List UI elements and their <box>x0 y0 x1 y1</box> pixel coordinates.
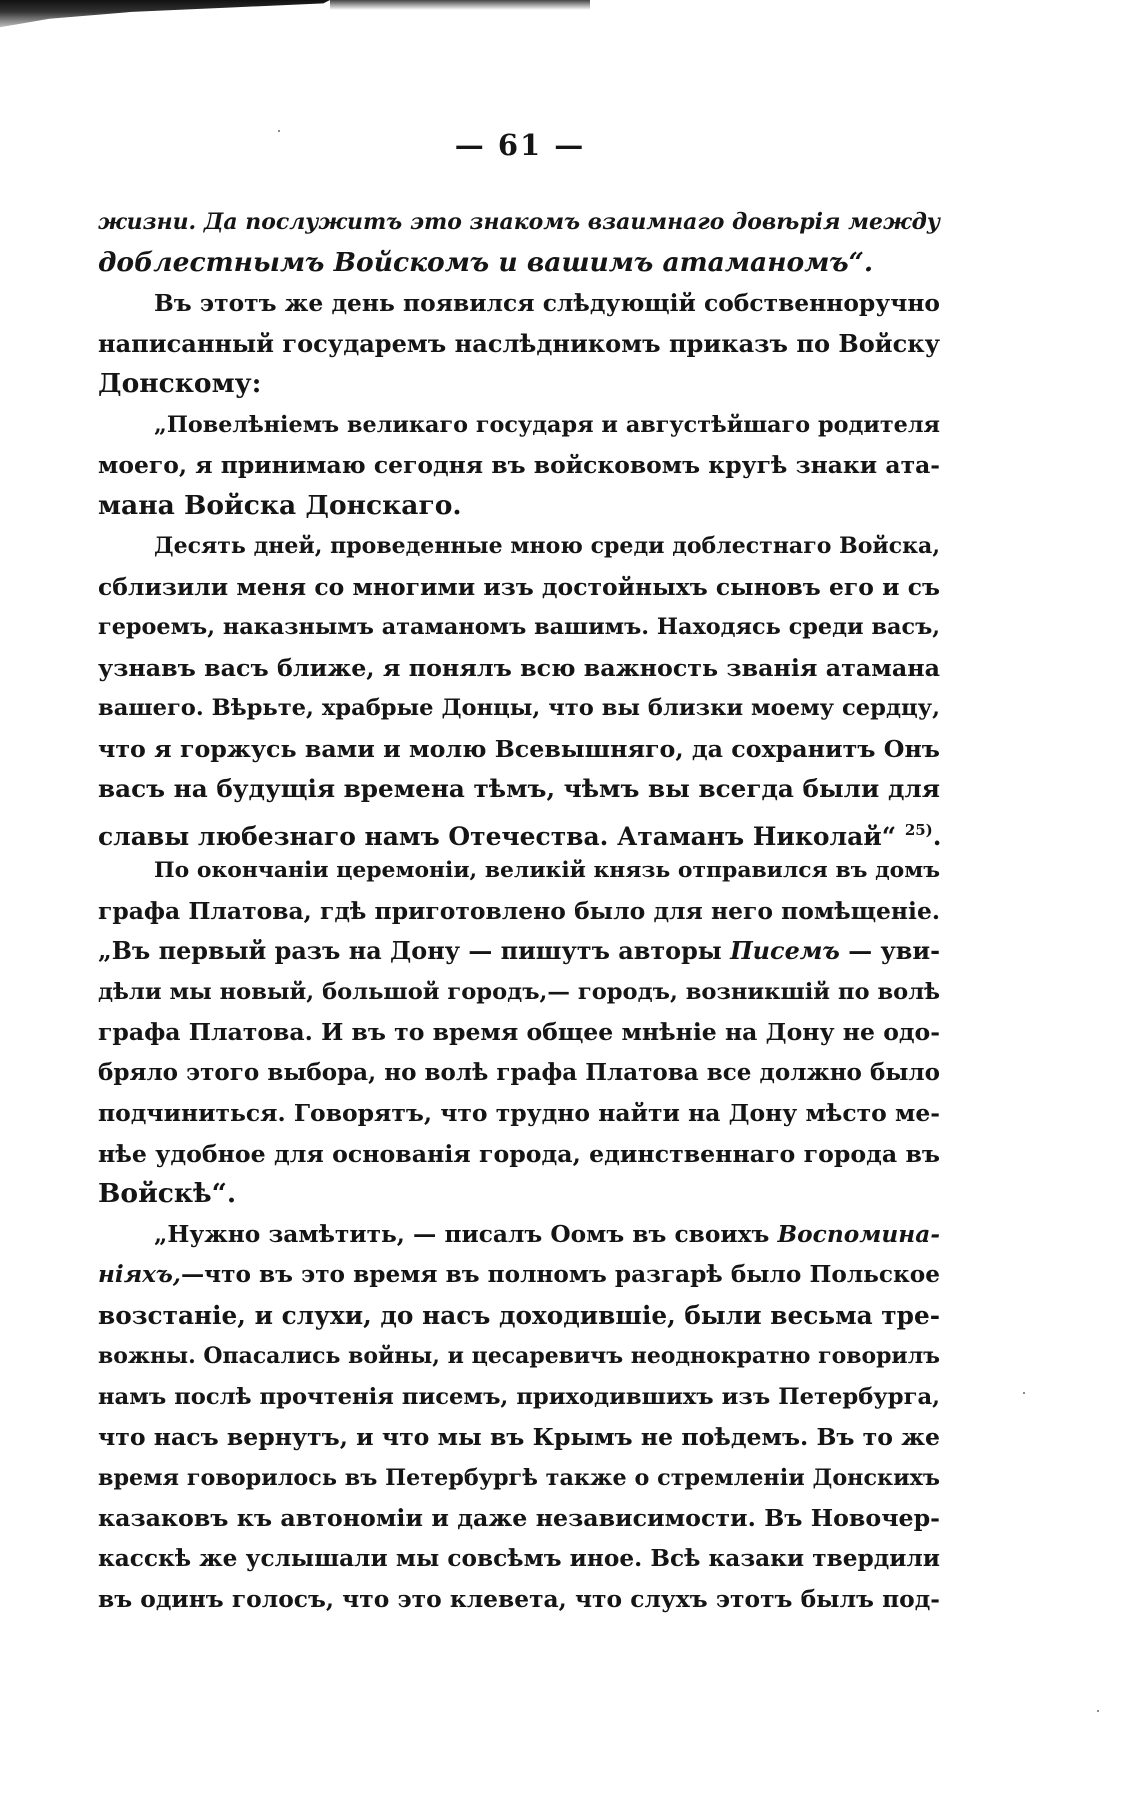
text-line-content: касскѣ же услышали мы совсѣмъ иное. Всѣ казаки твердили <box>98 1544 940 1572</box>
text-line <box>98 1093 940 1134</box>
text-line-content: Въ этотъ же день появился слѣдующій собственноручно <box>154 289 940 317</box>
text-line <box>98 1336 940 1377</box>
scan-dark-edge <box>0 0 330 34</box>
text-line-content: Десять дней, проведенные мною среди доблестнаго Войска, <box>154 533 940 559</box>
text-line <box>98 729 940 770</box>
text-line <box>98 648 940 689</box>
text-line-content: сблизили меня со многими изъ достойныхъ сыновъ его и съ <box>98 572 940 601</box>
text-line-content: графа Платова, гдѣ приготовлено было для него помѣщеніе. <box>98 896 940 925</box>
text-line-content: казаковъ къ автономіи и даже независимости. Въ Новочер- <box>98 1504 940 1532</box>
text-line <box>98 1539 940 1580</box>
text-line-content: Донскому: <box>98 368 262 399</box>
text-line-content: вожны. Опасались войны, и цесаревичъ неоднократно говорилъ <box>98 1343 940 1369</box>
text-line <box>98 243 940 284</box>
text-line-content: подчиниться. Говорятъ, что трудно найти на Дону мѣсто ме- <box>98 1099 940 1127</box>
text-line <box>98 1174 940 1215</box>
text-line <box>98 567 940 608</box>
italic-title: ніяхъ, <box>98 1261 181 1288</box>
text-line-content: жизни. Да послужитъ это знакомъ взаимнаго довѣрія между <box>98 209 940 235</box>
page-number: — 61 — <box>454 128 586 162</box>
text-line <box>98 931 940 972</box>
text-line-content: время говорилось въ Петербургѣ также о стремленіи Донскихъ <box>98 1464 940 1491</box>
text-line <box>98 1134 940 1175</box>
text-line <box>98 364 940 405</box>
text-line-content: возстаніе, и слухи, до насъ доходившіе, были весьма тре- <box>98 1300 940 1330</box>
text-line-content: „Повелѣніемъ великаго государя и августѣйшаго родителя <box>154 411 940 438</box>
text-line <box>98 324 940 365</box>
text-line <box>98 526 940 567</box>
text-line <box>98 1377 940 1418</box>
text-line-content: написанный государемъ наслѣдникомъ приказъ по Войску <box>98 328 940 358</box>
text-line <box>98 607 940 648</box>
text-line <box>98 1579 940 1620</box>
text-line <box>98 1458 940 1499</box>
text-line-content: графа Платова. И въ то время общее мнѣніе на Дону не одо- <box>98 1018 940 1046</box>
text-line <box>98 405 940 446</box>
text-line-content: мана Войска Донскаго. <box>98 489 462 521</box>
text-line-content: что насъ вернутъ, и что мы въ Крымъ не поѣдемъ. Въ то же <box>98 1423 940 1451</box>
text-line-content: дѣли мы новый, большой городъ,— городъ, возникшій по волѣ <box>98 978 940 1005</box>
text-line-content: въ одинъ голосъ, что это клевета, что слухъ этотъ былъ под- <box>98 1585 940 1613</box>
text-line <box>98 850 940 891</box>
text-line-content: „Нужно замѣтить, — писалъ Оомъ въ своихъ Воспомина- <box>154 1220 940 1248</box>
body-text <box>98 202 940 1620</box>
italic-title: Воспомина- <box>777 1220 940 1248</box>
text-line-content: „Въ первый разъ на Дону — пишутъ авторы Писемъ — уви- <box>98 937 940 965</box>
text-line-content: славы любезнаго намъ Отечества. Атаманъ Николай“ <box>98 821 905 851</box>
text-line <box>98 486 940 527</box>
text-line-content: ніяхъ,—что въ это время въ полномъ разгарѣ было Польское <box>98 1261 940 1288</box>
text-line <box>98 283 940 324</box>
text-line-content: васъ на будущія времена тѣмъ, чѣмъ вы всегда были для <box>98 774 940 803</box>
text-line <box>98 891 940 932</box>
text-line <box>98 810 940 851</box>
text-line <box>98 445 940 486</box>
text-line <box>98 1215 940 1256</box>
footnote-marker: 25) <box>904 820 933 839</box>
text-line <box>98 1296 940 1337</box>
italic-title: Писемъ <box>730 937 840 965</box>
text-line-content: нѣе удобное для основанія города, единственнаго города въ <box>98 1139 940 1168</box>
text-line-content: героемъ, наказнымъ атаманомъ вашимъ. Находясь среди васъ, <box>98 614 940 640</box>
text-line-content: что я горжусь вами и молю Всевышняго, да сохранитъ Онъ <box>98 734 940 763</box>
text-line <box>98 202 940 243</box>
text-line <box>98 1498 940 1539</box>
text-line-content: По окончаніи церемоніи, великій князь отправился въ домъ <box>154 857 940 883</box>
scan-dark-edge-fade <box>330 0 590 10</box>
text-line <box>98 1255 940 1296</box>
text-line <box>98 1417 940 1458</box>
scan-speck <box>1023 1392 1025 1394</box>
text-line-content: доблестнымъ Войскомъ и вашимъ атаманомъ“. <box>98 246 874 278</box>
text-line-end: . <box>932 821 942 851</box>
scan-speck <box>1097 1710 1099 1712</box>
text-line <box>98 1053 940 1094</box>
text-line-content: бряло этого выбора, но волѣ графа Платова все должно было <box>98 1058 940 1086</box>
text-line-content: узнавъ васъ ближе, я понялъ всю важность званія атамана <box>98 653 940 682</box>
text-line <box>98 769 940 810</box>
text-line <box>98 972 940 1013</box>
text-line-content: Войскѣ“. <box>98 1178 237 1209</box>
text-line <box>98 688 940 729</box>
text-line <box>98 1012 940 1053</box>
text-line-content: вашего. Вѣрьте, храбрые Донцы, что вы близки моему сердцу, <box>98 695 940 721</box>
text-line-content: намъ послѣ прочтенія писемъ, приходившихъ изъ Петербурга, <box>98 1383 940 1410</box>
text-line-content: моего, я принимаю сегодня въ войсковомъ кругѣ знаки ата- <box>98 451 940 479</box>
